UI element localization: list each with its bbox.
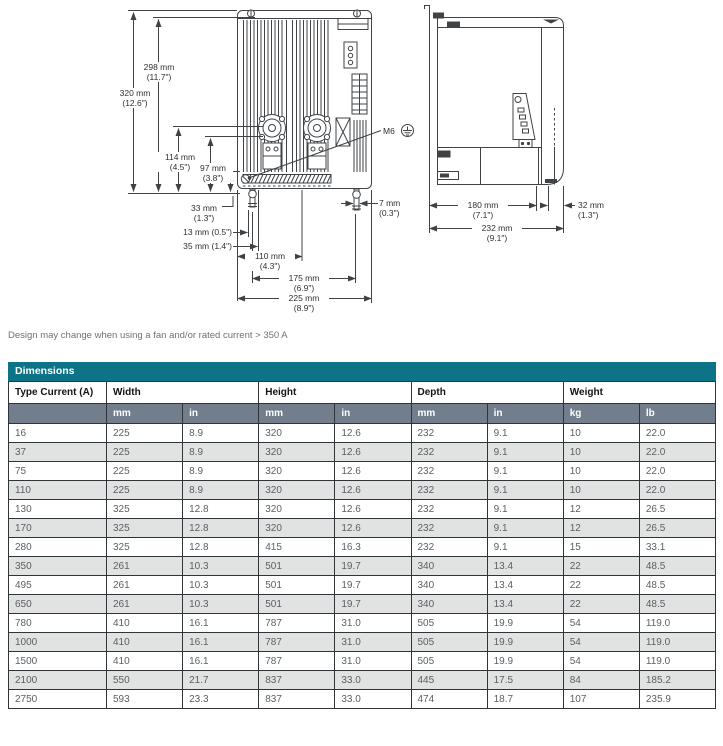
table-row — [9, 633, 716, 652]
cell-value: 22 — [563, 557, 639, 576]
cell-value: 26.5 — [639, 519, 715, 538]
cell-value: 410 — [107, 633, 183, 652]
cell-value: 501 — [259, 557, 335, 576]
cell-value: 320 — [259, 462, 335, 481]
cell-value: 261 — [107, 576, 183, 595]
cell-value: 19.7 — [335, 595, 411, 614]
cell-value: 12.8 — [183, 519, 259, 538]
dim-label-175mm: 175 mm (6.9") — [279, 273, 329, 293]
cell-value: 31.0 — [335, 633, 411, 652]
cell-value: 225 — [107, 424, 183, 443]
cell-value: 320 — [259, 481, 335, 500]
unit-header: mm — [411, 404, 487, 424]
table-row — [9, 538, 716, 557]
cell-value: 501 — [259, 595, 335, 614]
cell-value: 16.3 — [335, 538, 411, 557]
cell-type-current: 650 — [9, 595, 107, 614]
cell-type-current: 280 — [9, 538, 107, 557]
cell-value: 48.5 — [639, 557, 715, 576]
cell-value: 9.1 — [487, 462, 563, 481]
cell-value: 9.1 — [487, 481, 563, 500]
cell-value: 320 — [259, 500, 335, 519]
cell-value: 505 — [411, 652, 487, 671]
cell-value: 340 — [411, 576, 487, 595]
col-header-depth: Depth — [411, 382, 563, 404]
unit-header-row — [9, 404, 716, 424]
unit-header: in — [487, 404, 563, 424]
cell-value: 325 — [107, 519, 183, 538]
cell-value: 225 — [107, 481, 183, 500]
cell-value: 550 — [107, 671, 183, 690]
cell-value: 23.3 — [183, 690, 259, 709]
cell-value: 185.2 — [639, 671, 715, 690]
cell-value: 22.0 — [639, 481, 715, 500]
cell-value: 232 — [411, 519, 487, 538]
cell-value: 107 — [563, 690, 639, 709]
cell-value: 16.1 — [183, 633, 259, 652]
cell-value: 10 — [563, 462, 639, 481]
cell-value: 593 — [107, 690, 183, 709]
table-row — [9, 614, 716, 633]
cell-value: 19.9 — [487, 614, 563, 633]
col-header-type-current: Type Current (A) — [9, 382, 107, 404]
table-row — [9, 424, 716, 443]
dim-label-7mm: 7 mm (0.3") — [379, 198, 419, 218]
cell-value: 8.9 — [183, 443, 259, 462]
cell-value: 261 — [107, 595, 183, 614]
dim-label-232mm: 232 mm (9.1") — [472, 223, 522, 243]
cell-value: 225 — [107, 443, 183, 462]
cell-value: 119.0 — [639, 633, 715, 652]
cell-value: 12.6 — [335, 481, 411, 500]
cell-value: 16.1 — [183, 652, 259, 671]
cell-type-current: 170 — [9, 519, 107, 538]
cell-value: 501 — [259, 576, 335, 595]
table-row — [9, 443, 716, 462]
cell-value: 320 — [259, 424, 335, 443]
dim-label-110mm: 110 mm (4.3") — [245, 251, 295, 271]
cell-value: 22 — [563, 595, 639, 614]
cell-value: 21.7 — [183, 671, 259, 690]
unit-header: mm — [259, 404, 335, 424]
cell-value: 9.1 — [487, 519, 563, 538]
cell-value: 26.5 — [639, 500, 715, 519]
cell-value: 410 — [107, 614, 183, 633]
cell-value: 505 — [411, 633, 487, 652]
cell-value: 232 — [411, 481, 487, 500]
cell-value: 837 — [259, 690, 335, 709]
cell-value: 10.3 — [183, 557, 259, 576]
cell-value: 10.3 — [183, 576, 259, 595]
cell-value: 410 — [107, 652, 183, 671]
cell-value: 320 — [259, 443, 335, 462]
cell-value: 12.8 — [183, 538, 259, 557]
cell-value: 225 — [107, 462, 183, 481]
cell-value: 22 — [563, 576, 639, 595]
cell-value: 474 — [411, 690, 487, 709]
cell-value: 33.1 — [639, 538, 715, 557]
cell-value: 19.9 — [487, 652, 563, 671]
dimension-drawings — [0, 0, 723, 356]
dim-label-320mm: 320 mm (12.6") — [112, 88, 158, 108]
unit-header: kg — [563, 404, 639, 424]
cell-value: 505 — [411, 614, 487, 633]
cell-value: 17.5 — [487, 671, 563, 690]
column-group-header-row — [9, 382, 716, 404]
cell-value: 33.0 — [335, 671, 411, 690]
dim-label-225mm: 225 mm (8.9") — [279, 293, 329, 313]
earth-ground-icon — [402, 125, 414, 137]
side-view-drawing — [425, 6, 564, 197]
cell-value: 12 — [563, 519, 639, 538]
cell-value: 31.0 — [335, 652, 411, 671]
cell-value: 10 — [563, 443, 639, 462]
unit-header-empty — [9, 404, 107, 424]
cell-value: 325 — [107, 500, 183, 519]
cell-type-current: 110 — [9, 481, 107, 500]
col-header-height: Height — [259, 382, 411, 404]
table-row — [9, 462, 716, 481]
cell-value: 48.5 — [639, 576, 715, 595]
table-row — [9, 576, 716, 595]
cell-value: 12.8 — [183, 500, 259, 519]
cell-value: 232 — [411, 538, 487, 557]
cell-value: 232 — [411, 424, 487, 443]
cell-value: 8.9 — [183, 481, 259, 500]
unit-header: in — [183, 404, 259, 424]
cell-value: 19.7 — [335, 576, 411, 595]
dim-label-114mm: 114 mm (4.5") — [158, 152, 202, 172]
cell-value: 10 — [563, 481, 639, 500]
dim-label-13mm: 13 mm (0.5") — [148, 227, 232, 237]
cell-value: 12.6 — [335, 519, 411, 538]
cell-value: 415 — [259, 538, 335, 557]
cell-type-current: 130 — [9, 500, 107, 519]
col-header-weight: Weight — [563, 382, 715, 404]
cell-type-current: 2750 — [9, 690, 107, 709]
cell-value: 787 — [259, 614, 335, 633]
cell-value: 54 — [563, 633, 639, 652]
dim-label-180mm: 180 mm (7.1") — [458, 200, 508, 220]
cell-value: 12.6 — [335, 500, 411, 519]
cell-value: 12.6 — [335, 443, 411, 462]
cell-value: 19.9 — [487, 633, 563, 652]
cell-value: 13.4 — [487, 557, 563, 576]
table-row — [9, 519, 716, 538]
cell-value: 325 — [107, 538, 183, 557]
unit-header: mm — [107, 404, 183, 424]
table-row — [9, 500, 716, 519]
cell-value: 119.0 — [639, 652, 715, 671]
cell-type-current: 1500 — [9, 652, 107, 671]
cell-type-current: 350 — [9, 557, 107, 576]
cell-value: 15 — [563, 538, 639, 557]
cell-value: 445 — [411, 671, 487, 690]
cell-value: 12 — [563, 500, 639, 519]
cell-value: 340 — [411, 557, 487, 576]
cell-value: 12.6 — [335, 424, 411, 443]
cell-type-current: 780 — [9, 614, 107, 633]
table-row — [9, 652, 716, 671]
cell-value: 12.6 — [335, 462, 411, 481]
dim-label-33mm: 33 mm (1.3") — [186, 203, 222, 223]
cell-value: 16.1 — [183, 614, 259, 633]
m6-screw-label: M6 — [383, 126, 395, 136]
cell-type-current: 495 — [9, 576, 107, 595]
cell-value: 8.9 — [183, 462, 259, 481]
cell-value: 340 — [411, 595, 487, 614]
dimensions-table — [8, 362, 716, 709]
dim-label-35mm: 35 mm (1.4") — [148, 241, 232, 251]
dim-label-298mm: 298 mm (11.7") — [136, 62, 182, 82]
cell-value: 54 — [563, 652, 639, 671]
cell-value: 54 — [563, 614, 639, 633]
cell-value: 235.9 — [639, 690, 715, 709]
cell-type-current: 1000 — [9, 633, 107, 652]
cell-value: 22.0 — [639, 443, 715, 462]
cell-value: 33.0 — [335, 690, 411, 709]
unit-header: lb — [639, 404, 715, 424]
cell-value: 787 — [259, 633, 335, 652]
design-note: Design may change when using a fan and/or rated current > 350 A — [8, 330, 288, 341]
technical-drawing — [0, 0, 723, 356]
col-header-width: Width — [107, 382, 259, 404]
cell-value: 13.4 — [487, 595, 563, 614]
cell-value: 31.0 — [335, 614, 411, 633]
table-title: Dimensions — [8, 362, 716, 381]
table-row — [9, 481, 716, 500]
cell-value: 22.0 — [639, 424, 715, 443]
table-row — [9, 671, 716, 690]
cell-value: 837 — [259, 671, 335, 690]
cell-type-current: 75 — [9, 462, 107, 481]
cell-type-current: 37 — [9, 443, 107, 462]
table-row — [9, 557, 716, 576]
cell-value: 9.1 — [487, 500, 563, 519]
table-row — [9, 595, 716, 614]
cell-value: 261 — [107, 557, 183, 576]
cell-value: 232 — [411, 443, 487, 462]
cell-value: 8.9 — [183, 424, 259, 443]
cell-value: 320 — [259, 519, 335, 538]
dimensions-table-body — [9, 424, 716, 709]
table-row — [9, 690, 716, 709]
cell-value: 48.5 — [639, 595, 715, 614]
unit-header: in — [335, 404, 411, 424]
cell-type-current: 16 — [9, 424, 107, 443]
cell-value: 9.1 — [487, 424, 563, 443]
front-view-drawing — [238, 10, 414, 211]
cell-value: 13.4 — [487, 576, 563, 595]
cell-value: 18.7 — [487, 690, 563, 709]
cell-value: 22.0 — [639, 462, 715, 481]
cell-value: 232 — [411, 462, 487, 481]
cell-type-current: 2100 — [9, 671, 107, 690]
cell-value: 84 — [563, 671, 639, 690]
dim-label-32mm: 32 mm (1.3") — [578, 200, 618, 220]
cell-value: 10 — [563, 424, 639, 443]
cell-value: 9.1 — [487, 538, 563, 557]
cell-value: 787 — [259, 652, 335, 671]
dim-label-97mm: 97 mm (3.8") — [193, 163, 233, 183]
cell-value: 119.0 — [639, 614, 715, 633]
cell-value: 232 — [411, 500, 487, 519]
cell-value: 19.7 — [335, 557, 411, 576]
cell-value: 10.3 — [183, 595, 259, 614]
cell-value: 9.1 — [487, 443, 563, 462]
